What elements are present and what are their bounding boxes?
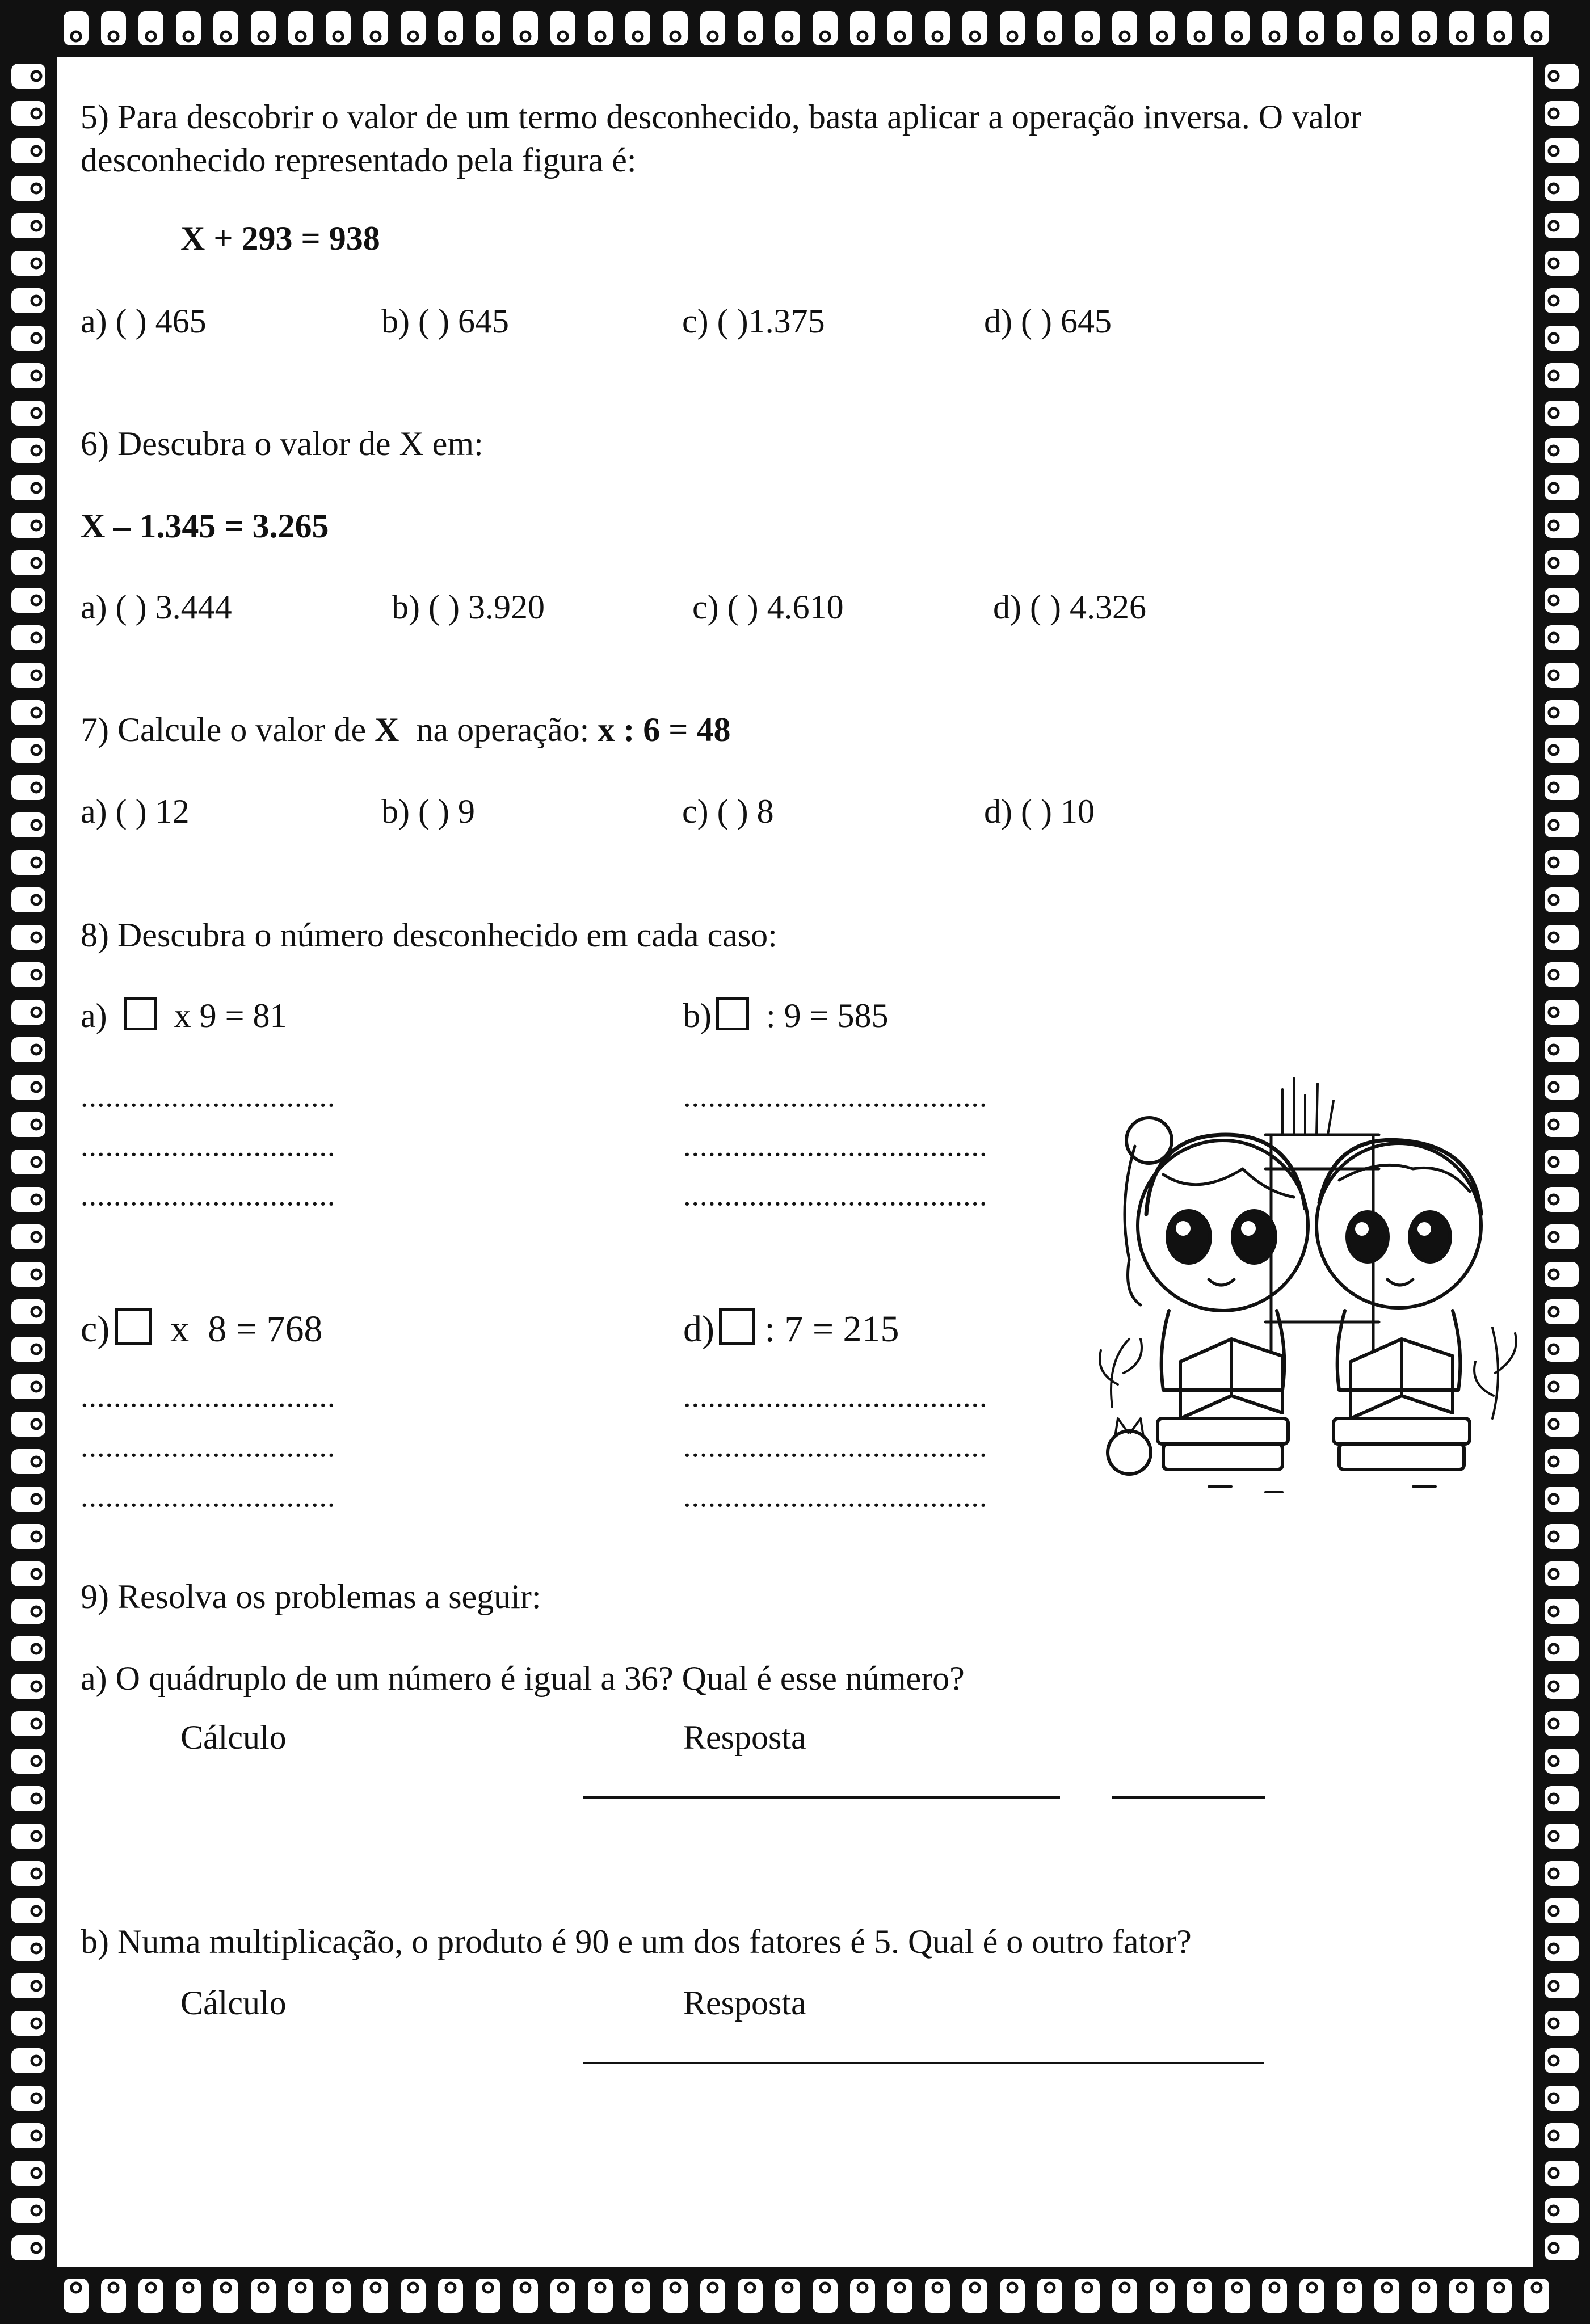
q6-option-d[interactable]: d) ( ) 4.326 — [993, 588, 1146, 626]
q5-text-line2: desconhecido representado pela figura é: — [81, 141, 637, 179]
work-line[interactable]: ............................... — [81, 1379, 336, 1413]
work-line[interactable]: ............................... — [81, 1429, 336, 1463]
q9b-answer-line[interactable] — [583, 2062, 1264, 2064]
q9-title: 9) Resolva os problemas a seguir: — [81, 1578, 541, 1615]
q6-option-b[interactable]: b) ( ) 3.920 — [392, 588, 545, 626]
q9b-answer-label: Resposta — [683, 1984, 806, 2022]
q9a-question: a) O quádruplo de um número é igual a 36? Qual é esse número? — [81, 1660, 965, 1697]
q8-item-c: c) x 8 = 768 — [81, 1308, 323, 1350]
work-line[interactable]: ............................... — [81, 1129, 336, 1163]
q9a-answer-line-short[interactable] — [1112, 1796, 1265, 1799]
work-line[interactable]: ..................................... — [683, 1429, 988, 1463]
q5-text-line1: 5) Para descobrir o valor de um termo desconhecido, basta aplicar a operação inversa. O valor — [81, 98, 1362, 136]
q6-option-a[interactable]: a) ( ) 3.444 — [81, 588, 232, 626]
children-reading-books-illustration — [1095, 1055, 1526, 1509]
q9a-answer-line[interactable] — [583, 1796, 1060, 1799]
q8-item-b: b) : 9 = 585 — [683, 997, 889, 1034]
work-line[interactable]: ..................................... — [683, 1379, 988, 1413]
q9b-calc-label: Cálculo — [180, 1984, 287, 2022]
work-line[interactable]: ..................................... — [683, 1129, 988, 1163]
work-line[interactable]: ............................... — [81, 1178, 336, 1212]
q7-option-c[interactable]: c) ( ) 8 — [682, 793, 774, 830]
answer-box-a[interactable] — [124, 997, 157, 1030]
work-line[interactable]: ..................................... — [683, 1079, 988, 1113]
q5-option-a[interactable]: a) ( ) 465 — [81, 302, 207, 340]
work-line[interactable]: ..................................... — [683, 1178, 988, 1212]
q9a-answer-label: Resposta — [683, 1719, 806, 1756]
q6-equation: X – 1.345 = 3.265 — [81, 507, 329, 545]
q8-question: 8) Descubra o número desconhecido em cada caso: — [81, 916, 777, 954]
work-line[interactable]: ..................................... — [683, 1479, 988, 1513]
q7-option-b[interactable]: b) ( ) 9 — [381, 793, 475, 830]
q5-option-c[interactable]: c) ( )1.375 — [682, 302, 825, 340]
q7-equation: x : 6 = 48 — [598, 711, 731, 748]
q8-item-d: d) : 7 = 215 — [683, 1308, 899, 1350]
q5-option-b[interactable]: b) ( ) 645 — [381, 302, 509, 340]
answer-box-d[interactable] — [719, 1308, 755, 1345]
q7-option-d[interactable]: d) ( ) 10 — [984, 793, 1095, 830]
answer-box-c[interactable] — [115, 1308, 152, 1345]
work-line[interactable]: ............................... — [81, 1079, 336, 1113]
q7-option-a[interactable]: a) ( ) 12 — [81, 793, 190, 830]
work-line[interactable]: ............................... — [81, 1479, 336, 1513]
q5-option-d[interactable]: d) ( ) 645 — [984, 302, 1112, 340]
answer-box-b[interactable] — [716, 997, 749, 1030]
q7-question: 7) Calcule o valor de X na operação: x : 6 = 48 — [81, 711, 731, 748]
q6-question: 6) Descubra o valor de X em: — [81, 425, 483, 462]
q8-item-a: a) x 9 = 81 — [81, 997, 287, 1034]
q9b-question: b) Numa multiplicação, o produto é 90 e um dos fatores é 5. Qual é o outro fator? — [81, 1923, 1192, 1960]
q6-option-c[interactable]: c) ( ) 4.610 — [692, 588, 844, 626]
q5-equation: X + 293 = 938 — [180, 220, 380, 257]
q9a-calc-label: Cálculo — [180, 1719, 287, 1756]
